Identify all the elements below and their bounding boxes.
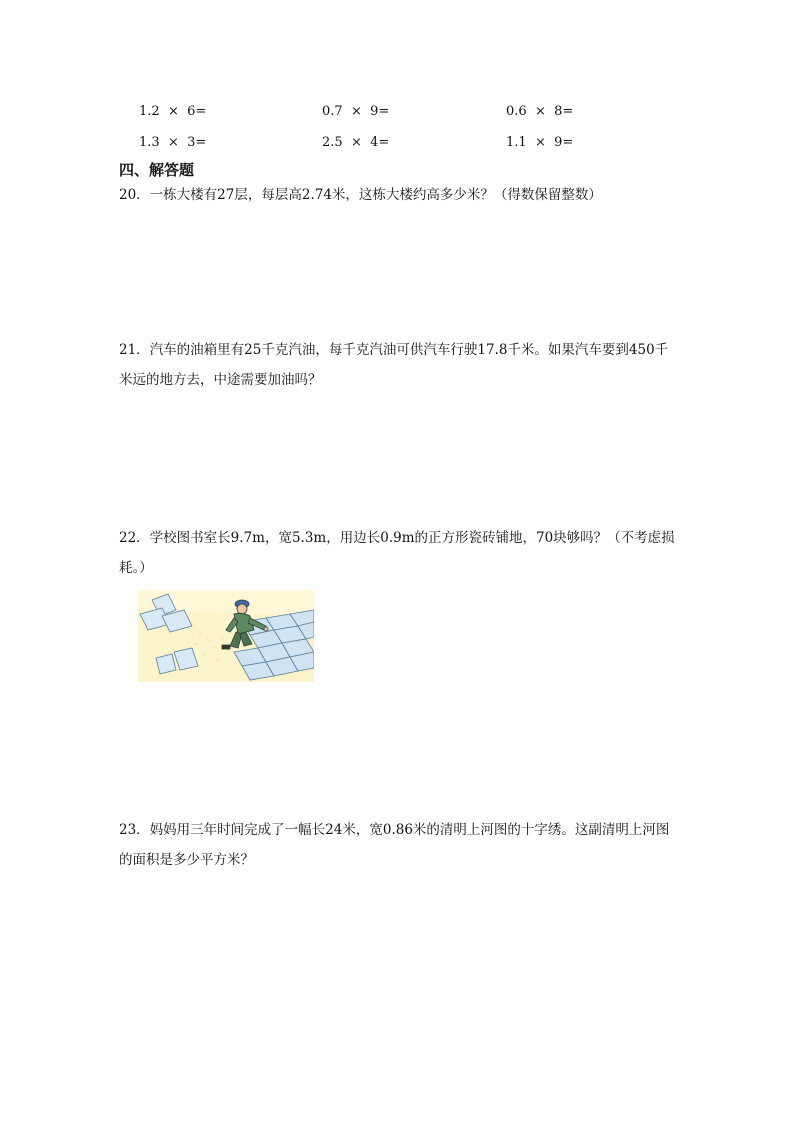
question-21 [119,335,679,395]
question-text: 汽车的油箱里有25千克汽油，每千克汽油可供汽车行驶17.8千米。如果汽车要到450千米远的地方去，中途需要加油吗？ [119,342,669,388]
question-text: 妈妈用三年时间完成了一幅长24米，宽0.86米的清明上河图的十字绣。这副清明上河图的面积是多少平方米？ [119,822,670,868]
question-text: 学校图书室长9.7m，宽5.3m，用边长0.9m的正方形瓷砖铺地，70块够吗？（不考虑损耗。） [119,530,675,576]
question-20 [119,180,679,210]
calc-item: 0.6 × 8= [506,104,574,119]
question-22 [119,523,679,583]
calc-item: 2.5 × 4= [322,135,390,150]
question-number: 22． [119,530,150,546]
question-number: 20． [119,187,150,203]
calc-item: 1.2 × 6= [139,104,207,119]
question-number: 23． [119,822,150,838]
question-text: 一栋大楼有27层，每层高2.74米，这栋大楼约高多少米？（得数保留整数） [149,187,602,203]
question-number: 21． [119,342,150,358]
tiling-worker-illustration [138,590,314,682]
calc-item: 1.1 × 9= [506,135,574,150]
calc-item: 0.7 × 9= [322,104,390,119]
calc-item: 1.3 × 3= [139,135,207,150]
section-title: 四、解答题 [119,161,195,179]
question-23 [119,815,679,875]
